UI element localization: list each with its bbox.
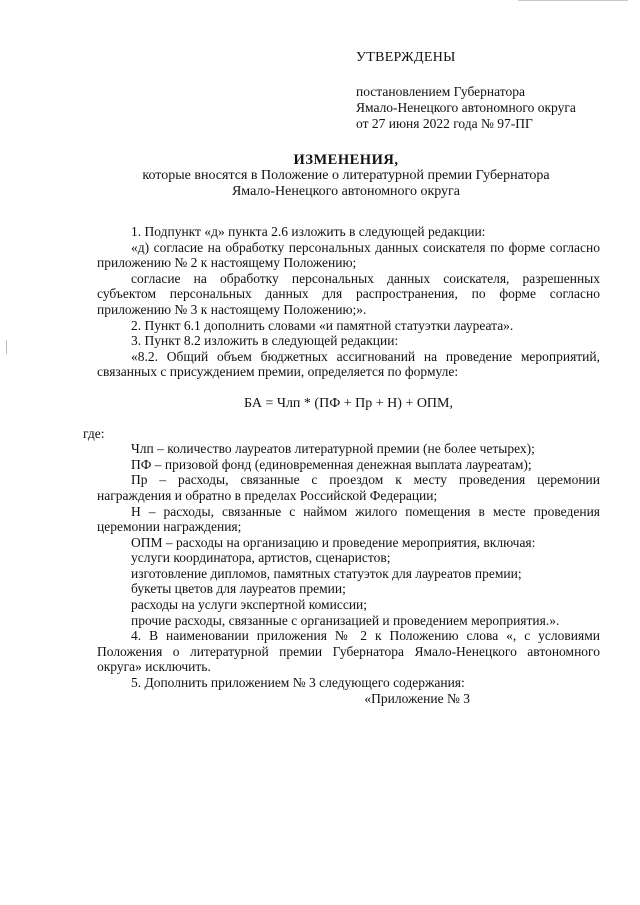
- definition-2: ПФ – призовой фонд (единовременная денежная выплата лауреатам);: [131, 456, 532, 472]
- definition-8: букеты цветов для лауреатов премии;: [131, 581, 346, 597]
- approval-block: [356, 50, 626, 132]
- approval-line-3: от 27 июня 2022 года № 97-ПГ: [356, 116, 533, 131]
- paragraph-4: 2. Пункт 6.1 дополнить словами «и памятной статуэтки лауреата».: [131, 317, 514, 333]
- definition-9: расходы на услуги экспертной комиссии;: [131, 597, 368, 613]
- paragraph-2: «д) согласие на обработку персональных данных соискателя по форме согласно приложению № 2 к настоящему Положению;: [97, 239, 600, 271]
- scan-edge-mark: [518, 0, 628, 1]
- title-subtitle-line-2: Ямало-Ненецкого автономного округа: [231, 184, 461, 199]
- approval-heading: УТВЕРЖДЕНЫ: [356, 50, 456, 65]
- document-body: [83, 224, 600, 706]
- paragraph-3: согласие на обработку персональных данных соискателя, разрешенных субъектом персональных данных для распространения, по форме согласно приложению № 3 к настоящему Положению;».: [97, 270, 600, 317]
- title-main: ИЗМЕНЕНИЯ,: [293, 152, 399, 168]
- definition-1: Члп – количество лауреатов литературной премии (не более четырех);: [131, 441, 535, 457]
- paragraph-8: 5. Дополнить приложением № 3 следующего содержания:: [131, 675, 465, 691]
- paragraph-1: 1. Подпункт «д» пункта 2.6 изложить в следующей редакции:: [131, 224, 486, 239]
- title-subtitle-line-1: которые вносятся в Положение о литературной премии Губернатора: [142, 168, 550, 183]
- appendix-heading: «Приложение № 3: [364, 690, 470, 706]
- definition-6: услуги координатора, артистов, сценаристов;: [131, 550, 391, 566]
- paragraph-7: 4. В наименовании приложения № 2 к Положению слова «, с условиями Положения о литературной премии Губернатора Ямало-Ненецкого автономного округа» исключить.: [97, 628, 600, 675]
- definition-4: Н – расходы, связанные с наймом жилого помещения в месте проведения церемонии награждения;: [97, 503, 600, 535]
- paragraph-6: «8.2. Общий объем бюджетных ассигнований на проведение мероприятий, связанных с присуждением премии, определяется по формуле:: [97, 348, 600, 380]
- document-title: [86, 152, 606, 200]
- approval-line-1: постановлением Губернатора: [356, 84, 525, 99]
- definition-5: ОПМ – расходы на организацию и проведение мероприятия, включая:: [131, 534, 536, 550]
- approval-line-2: Ямало-Ненецкого автономного округа: [356, 100, 576, 115]
- definition-3: Пр – расходы, связанные с проездом к месту проведения церемонии награждения и обратно в пределах Российской Федерации;: [97, 472, 600, 503]
- where-label: где:: [83, 425, 105, 441]
- definition-10: прочие расходы, связанные с организацией и проведением мероприятия.».: [131, 612, 560, 628]
- formula: БА = Члп * (ПФ + Пр + Н) + ОПМ,: [243, 395, 453, 411]
- paragraph-5: 3. Пункт 8.2 изложить в следующей редакции:: [131, 333, 399, 349]
- definition-7: изготовление дипломов, памятных статуэток для лауреатов премии;: [131, 565, 522, 581]
- scan-margin-mark: [6, 340, 7, 354]
